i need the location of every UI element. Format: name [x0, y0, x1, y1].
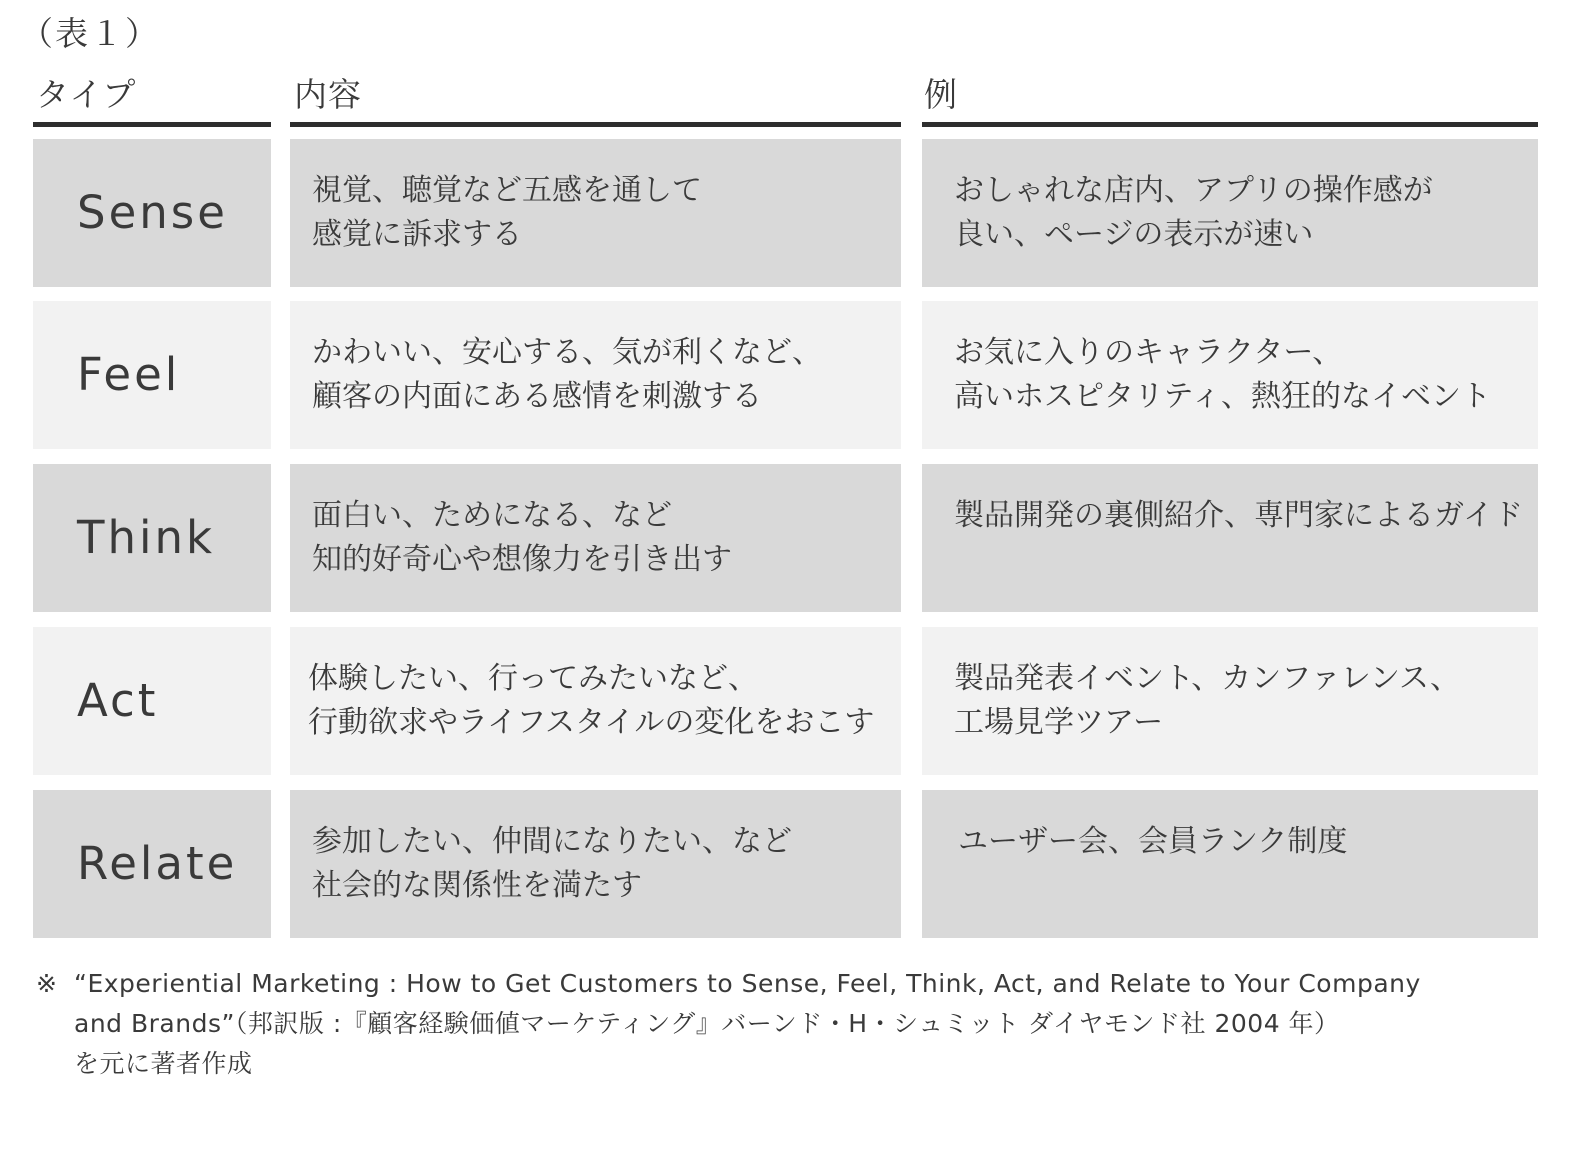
- content-text: [312, 820, 792, 908]
- note-line: and Brands”（邦訳版 :『顧客経験価値マーケティング』バーンド・H・シュミット ダイヤモンド社 2004 年）: [74, 1009, 1340, 1038]
- example-line: おしゃれな店内、アプリの操作感が: [954, 173, 1433, 208]
- content-text: [312, 494, 732, 582]
- header-content: 内容: [294, 75, 362, 114]
- example-text: [958, 820, 1347, 864]
- type-cell: [33, 464, 271, 612]
- type-cell: [33, 139, 271, 287]
- content-cell: [290, 301, 901, 449]
- header-rule-example: [922, 122, 1538, 127]
- table-caption: （表１）: [20, 14, 160, 53]
- type-label: Relate: [77, 837, 238, 890]
- example-cell: [922, 464, 1538, 612]
- note-mark: ※: [36, 969, 58, 998]
- example-line: 良い、ページの表示が速い: [954, 217, 1314, 252]
- type-label: Think: [77, 511, 216, 564]
- content-cell: [290, 790, 901, 938]
- content-cell: [290, 464, 901, 612]
- content-line: 面白い、ためになる、など: [312, 498, 672, 533]
- example-cell: [922, 301, 1538, 449]
- example-text: [954, 657, 1460, 745]
- example-line: 製品開発の裏側紹介、専門家によるガイド: [954, 498, 1524, 533]
- type-label: Sense: [77, 186, 228, 239]
- example-cell: [922, 139, 1538, 287]
- type-cell: [33, 790, 271, 938]
- note-line: を元に著者作成: [74, 1049, 253, 1078]
- header-type: タイプ: [36, 75, 137, 114]
- content-line: かわいい、安心する、気が利くなど、: [312, 335, 822, 370]
- example-line: 高いホスピタリティ、熱狂的なイベント: [954, 379, 1491, 414]
- content-cell: [290, 139, 901, 287]
- example-text: [954, 331, 1491, 419]
- type-cell: [33, 627, 271, 775]
- example-cell: [922, 627, 1538, 775]
- example-cell: [922, 790, 1538, 938]
- example-text: [954, 494, 1523, 538]
- content-line: 社会的な関係性を満たす: [312, 868, 642, 903]
- content-line: 視覚、聴覚など五感を通して: [312, 173, 702, 208]
- example-text: [954, 169, 1433, 257]
- content-text: [312, 169, 702, 257]
- header-example: 例: [924, 75, 958, 114]
- example-line: ユーザー会、会員ランク制度: [958, 824, 1348, 859]
- content-line: 体験したい、行ってみたいなど、: [308, 661, 758, 696]
- note-text: [74, 964, 1421, 1084]
- content-line: 感覚に訴求する: [312, 217, 522, 252]
- example-line: お気に入りのキャラクター、: [954, 335, 1343, 370]
- header-rule-content: [290, 122, 901, 127]
- type-cell: [33, 301, 271, 449]
- content-text: [308, 657, 874, 745]
- type-label: Act: [77, 674, 159, 727]
- type-label: Feel: [77, 348, 181, 401]
- header-rule-type: [33, 122, 271, 127]
- example-line: 製品発表イベント、カンファレンス、: [954, 661, 1460, 696]
- content-line: 知的好奇心や想像力を引き出す: [312, 542, 732, 577]
- content-text: [312, 331, 822, 419]
- content-line: 行動欲求やライフスタイルの変化をおこす: [308, 705, 875, 740]
- content-line: 顧客の内面にある感情を刺激する: [312, 379, 762, 414]
- note-line: “Experiential Marketing : How to Get Customers to Sense, Feel, Think, Act, and Relate to Your Company: [74, 969, 1421, 998]
- content-line: 参加したい、仲間になりたい、など: [312, 824, 792, 859]
- example-line: 工場見学ツアー: [954, 705, 1164, 740]
- content-cell: [290, 627, 901, 775]
